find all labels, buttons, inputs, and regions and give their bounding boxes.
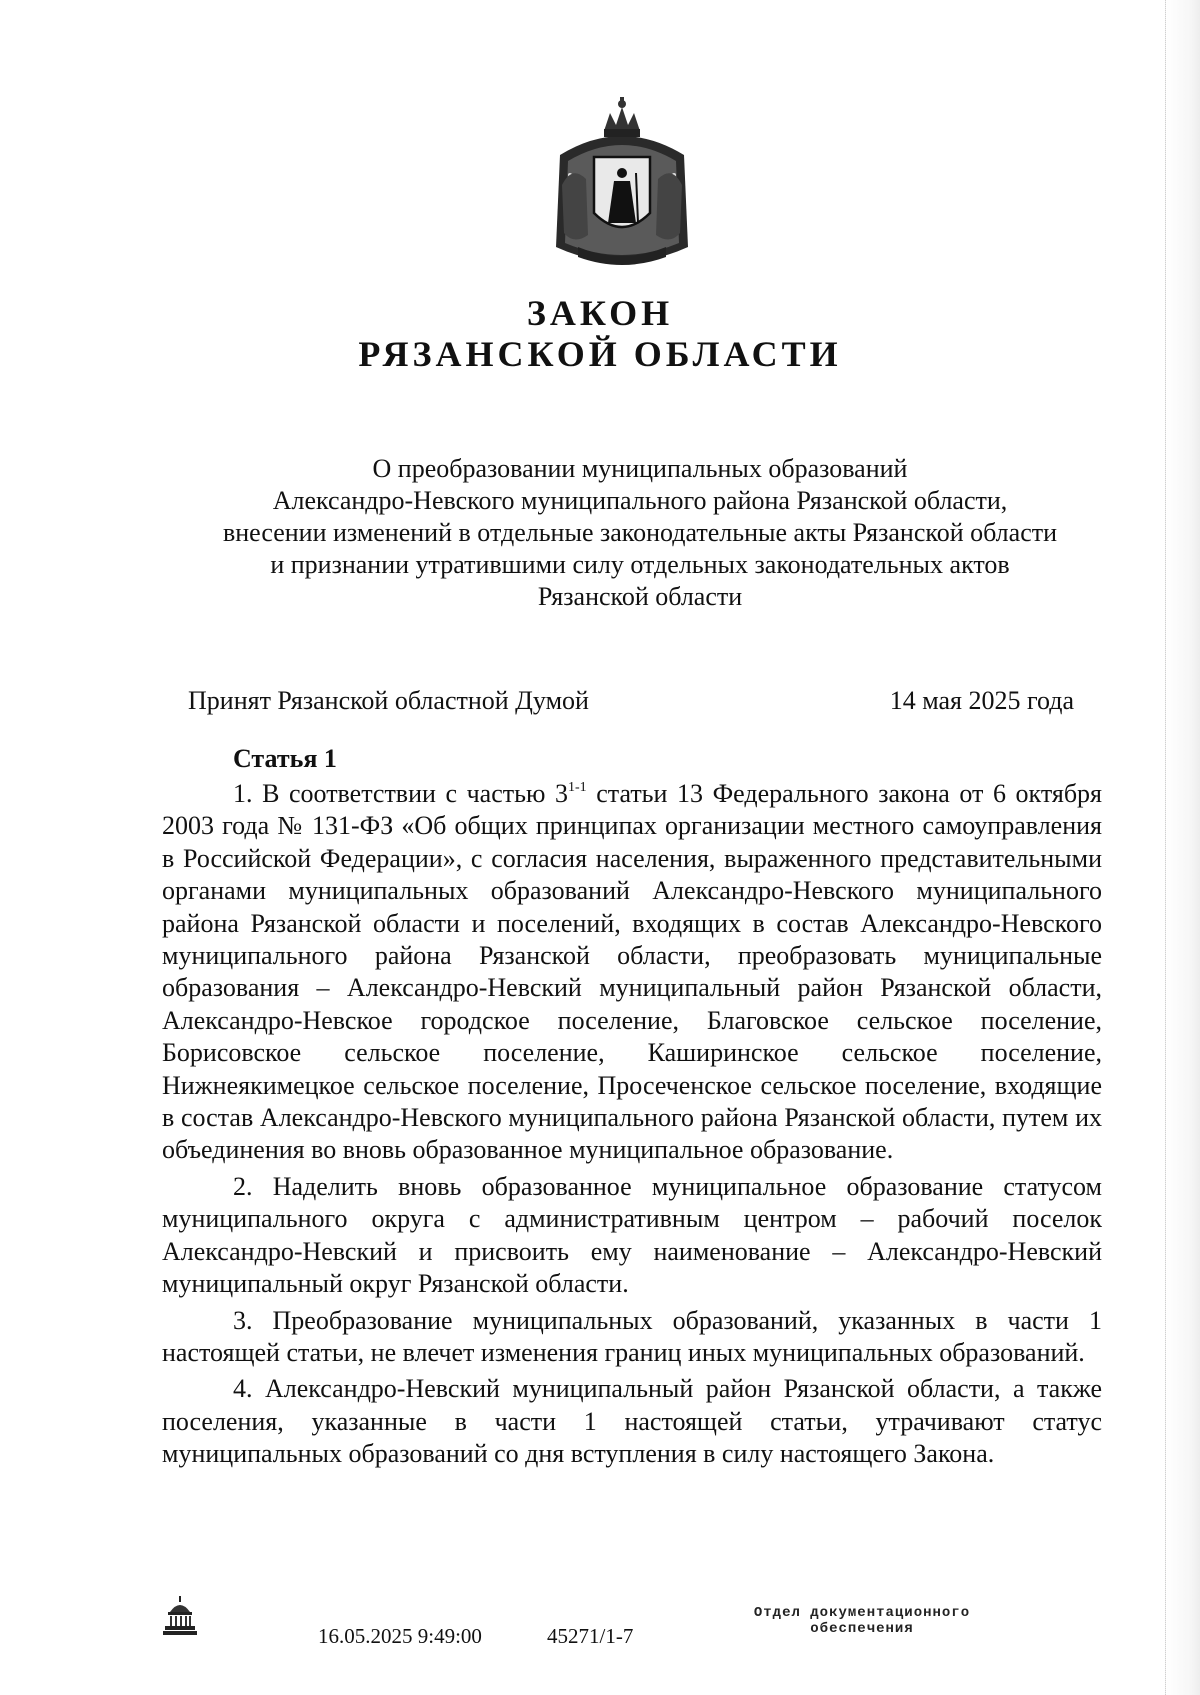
- article-paragraph-4: 4. Александро-Невский муниципальный район Рязанской области, а также поселения, указанные в части 1 настоящей статьи, утрачивают статус муниципальных образований со дня вступления в силу настоящего Закона.: [162, 1374, 1102, 1469]
- law-subject: [160, 453, 1120, 613]
- subject-line: О преобразовании муниципальных образований: [372, 454, 908, 483]
- footer-doc-number: 45271/1-7: [547, 1624, 634, 1648]
- adopted-by: Принят Рязанской областной Думой: [188, 686, 589, 715]
- subject-line: Рязанской области: [537, 582, 743, 611]
- article-paragraph-3: 3. Преобразование муниципальных образований, указанных в части 1 настоящей статьи, не влечет изменения границ иных муниципальных образований.: [162, 1305, 1102, 1367]
- article-title: Статья 1: [233, 744, 337, 773]
- stamp-line: Отдел документационного: [753, 1605, 971, 1621]
- article-paragraph-2: 2. Наделить вновь образованное муниципальное образование статусом муниципального округа с административным центром – рабочий поселок Александро-Невский и присвоить ему наименование – Александро-Невский муниципальный округ Рязанской области.: [162, 1171, 1102, 1299]
- subject-line: внесении изменений в отдельные законодательные акты Рязанской области: [222, 518, 1058, 547]
- region-heading: РЯЗАНСКОЙ ОБЛАСТИ: [358, 334, 842, 374]
- stamp-line: обеспечения: [810, 1621, 914, 1637]
- article-body: [162, 778, 1102, 1471]
- ryazan-coat-of-arms-icon: [548, 95, 696, 275]
- subject-line: и признании утратившими силу отдельных законодательных актов: [270, 550, 1010, 579]
- subject-line: Александро-Невского муниципального района Рязанской области,: [272, 486, 1008, 515]
- paragraph-1-rest: статьи 13 Федерального закона от 6 октября 2003 года № 131-ФЗ «Об общих принципах организации местного самоуправления в Российской Федерации», с согласия населения, выраженного представительными органами муниципальных образований Александро-Невского муниципального района Рязанской области и поселений, входящих в состав Александро-Невского муниципального района Рязанской области, преобразовать муниципальные образования – Александро-Невский муниципальный район Рязанской области, Александро-Невское городское поселение, Благовское сельское поселение, Борисовское сельское поселение, Каширинское сельское поселение, Нижнеякимецкое сельское поселение, Просеченское сельское поселение, входящие в состав Александро-Невского муниципального района Рязанской области, путем их объединения во вновь образованное муниципальное образование.: [162, 779, 1103, 1165]
- scanned-page-edge: [1165, 0, 1200, 1695]
- law-heading: ЗАКОН: [526, 293, 674, 333]
- paragraph-1-start: 1. В соответствии с частью 3: [233, 779, 568, 808]
- department-stamp: [712, 1605, 1012, 1637]
- paragraph-1-superscript: 1-1: [567, 780, 587, 795]
- article-paragraph-1: [162, 778, 1102, 1167]
- footer-timestamp: 16.05.2025 9:49:00: [318, 1624, 482, 1648]
- duma-building-icon: [162, 1596, 198, 1636]
- adoption-date: 14 мая 2025 года: [889, 686, 1074, 715]
